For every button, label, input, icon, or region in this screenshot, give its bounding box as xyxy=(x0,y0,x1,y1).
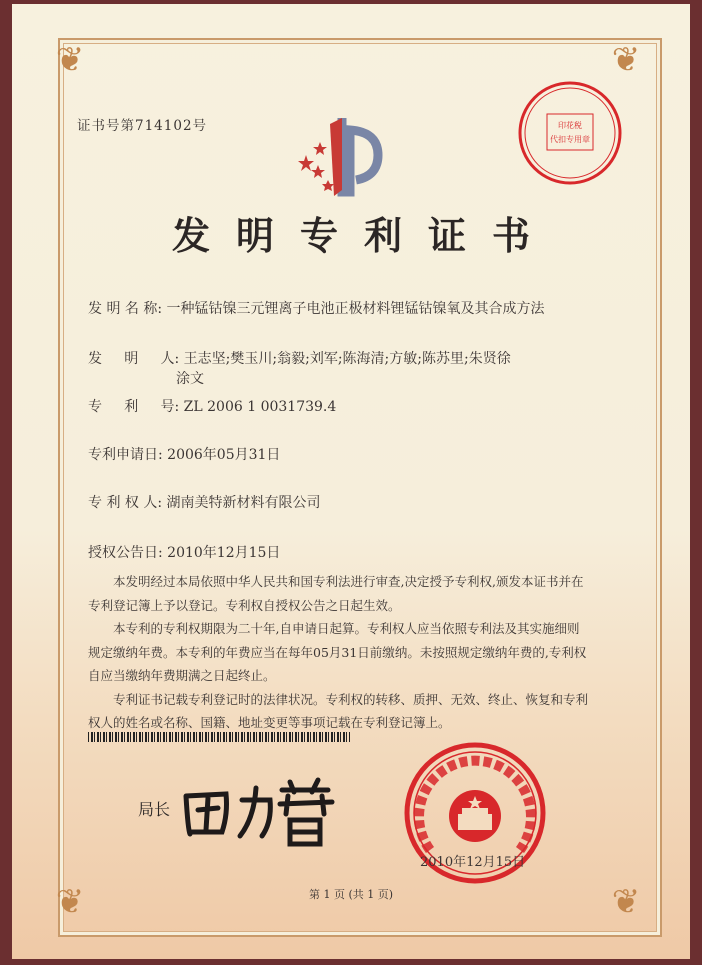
tax-seal xyxy=(515,78,625,188)
body-paragraph: 本专利的专利权期限为二十年,自申请日起算。专利权人应当依照专利法及其实施细则规定缴纳年费。本专利的年费应当在每年05月31日前缴纳。未按照规定缴纳年费的,专利权自应当缴纳年费期满之日起终止。 xyxy=(88,621,587,683)
barcode xyxy=(88,732,350,742)
body-paragraph: 本发明经过本局依照中华人民共和国专利法进行审查,决定授予专利权,颁发本证书并在专利登记簿上予以登记。专利权自授权公告之日起生效。 xyxy=(88,574,584,613)
filing-date-label: 专利申请日: xyxy=(88,447,163,463)
body-paragraph: 专利证书记载专利登记时的法律状况。专利权的转移、质押、无效、终止、恢复和专利权人的姓名或名称、国籍、地址变更等事项记载在专利登记簿上。 xyxy=(88,691,589,730)
inventors-value-line1: 王志坚;樊玉川;翁毅;刘军;陈海清;方敏;陈苏里;朱贤徐 xyxy=(183,351,511,367)
certificate-title: 发明专利证书 xyxy=(171,213,556,258)
patent-number-row xyxy=(88,396,336,416)
grant-date-label: 授权公告日: xyxy=(88,545,163,561)
svg-text:印花税: 印花税 xyxy=(558,121,582,130)
seal-date: 2010年12月15日 xyxy=(420,855,526,870)
patent-office-logo-icon xyxy=(290,110,400,200)
corner-ornament-icon: ❦ xyxy=(55,882,85,922)
patent-number-label: 专 利 号: xyxy=(88,399,180,415)
inventors-row xyxy=(88,348,558,387)
patent-number-value: ZL 2006 1 0031739.4 xyxy=(183,399,337,415)
invention-name-row xyxy=(88,298,545,318)
director-signature xyxy=(178,770,338,850)
patentee-value: 湖南美特新材料有限公司 xyxy=(166,495,321,511)
patentee-row xyxy=(88,492,321,512)
certificate-number: 证书号第714102号 xyxy=(77,118,208,134)
svg-text:代扣专用章: 代扣专用章 xyxy=(550,135,590,144)
inventors-label: 发 明 人: xyxy=(88,351,180,367)
corner-ornament-icon: ❦ xyxy=(611,882,641,922)
invention-name-label: 发 明 名 称: xyxy=(88,301,163,317)
inventors-value-line2: 涂文 xyxy=(176,371,204,387)
invention-name-value: 一种锰钴镍三元锂离子电池正极材料锂锰钴镍氧及其合成方法 xyxy=(166,301,545,317)
grant-date-value: 2010年12月15日 xyxy=(167,545,281,561)
corner-ornament-icon: ❦ xyxy=(611,40,641,80)
grant-date-row xyxy=(88,542,280,562)
certificate-body xyxy=(88,570,588,735)
corner-ornament-icon: ❦ xyxy=(55,40,85,80)
patentee-label: 专 利 权 人: xyxy=(88,495,163,511)
chief-label: 局长 xyxy=(138,800,171,819)
filing-date-value: 2006年05月31日 xyxy=(167,447,281,463)
filing-date-row xyxy=(88,444,280,464)
page-number: 第 1 页 (共 1 页) xyxy=(308,888,394,901)
